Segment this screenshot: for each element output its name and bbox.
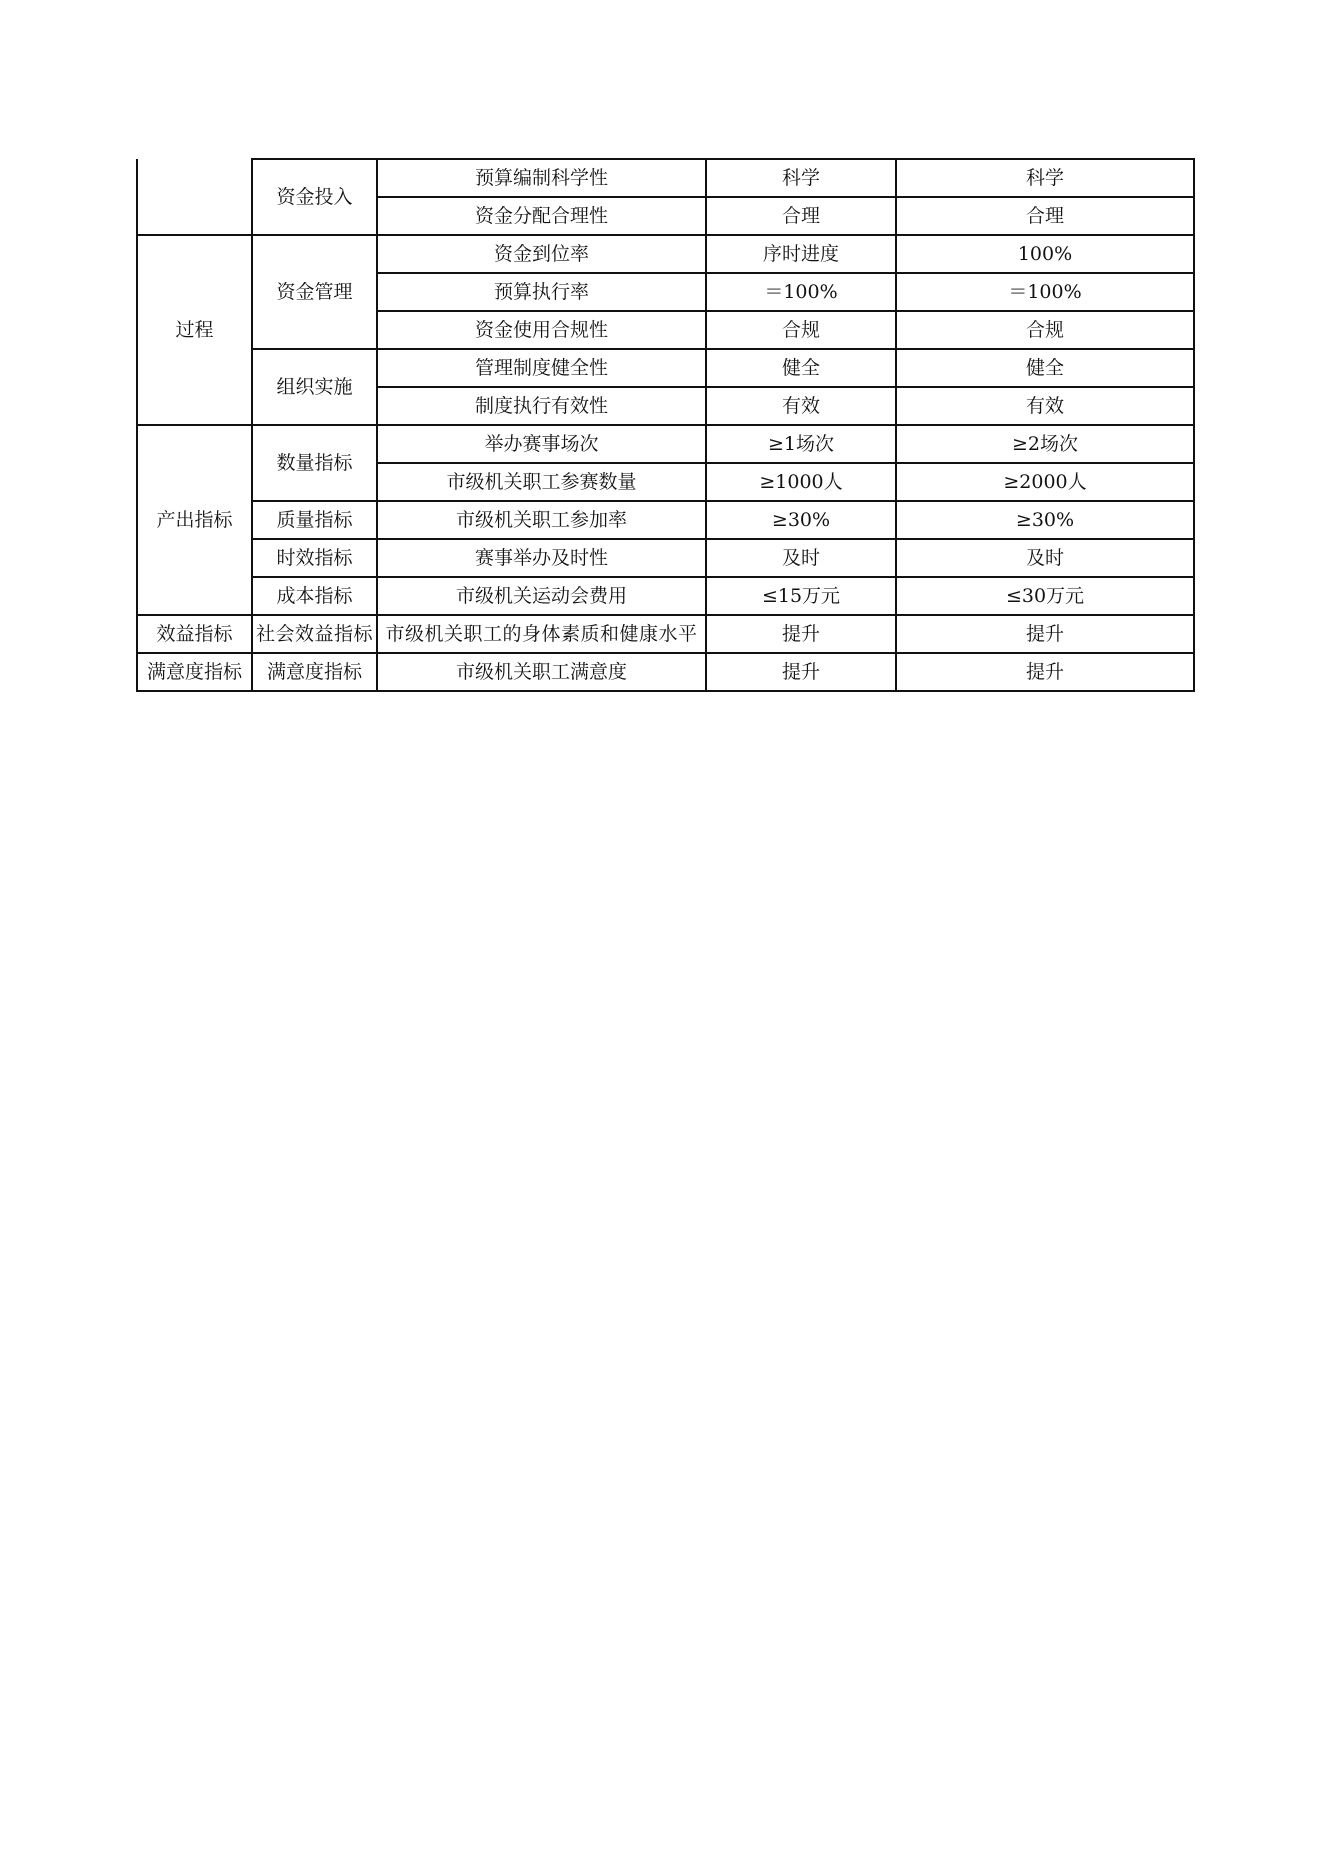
level3-cell: 赛事举办及时性 [377, 539, 706, 577]
actual-value-cell: 科学 [896, 159, 1194, 197]
actual-value-cell: ≥30% [896, 501, 1194, 539]
table-row [137, 159, 1194, 197]
level3-cell: 资金使用合规性 [377, 311, 706, 349]
target-value-cell: ≥1场次 [706, 425, 896, 463]
actual-value-cell: ≤30万元 [896, 577, 1194, 615]
target-value-cell: 健全 [706, 349, 896, 387]
actual-value-cell: 合理 [896, 197, 1194, 235]
level2-cell: 组织实施 [252, 349, 377, 425]
table-row [137, 235, 1194, 273]
level3-cell: 制度执行有效性 [377, 387, 706, 425]
table-row [137, 577, 1194, 615]
target-value-cell: 科学 [706, 159, 896, 197]
level2-cell: 数量指标 [252, 425, 377, 501]
target-value-cell: ≥30% [706, 501, 896, 539]
target-value-cell: 合理 [706, 197, 896, 235]
target-value-cell: 序时进度 [706, 235, 896, 273]
actual-value-cell: 健全 [896, 349, 1194, 387]
level2-cell: 社会效益指标 [252, 615, 377, 653]
level2-cell: 质量指标 [252, 501, 377, 539]
target-value-cell: ≤15万元 [706, 577, 896, 615]
level3-cell: 市级机关职工满意度 [377, 653, 706, 691]
table-row [137, 349, 1194, 387]
level2-cell: 成本指标 [252, 577, 377, 615]
table-row [137, 615, 1194, 653]
target-value-cell: 提升 [706, 653, 896, 691]
level1-cell: 满意度指标 [137, 653, 252, 691]
target-value-cell: ≥1000人 [706, 463, 896, 501]
actual-value-cell: 提升 [896, 615, 1194, 653]
table-row [137, 425, 1194, 463]
actual-value-cell: ≥2000人 [896, 463, 1194, 501]
actual-value-cell: 100% [896, 235, 1194, 273]
table-row [137, 501, 1194, 539]
level3-cell: 市级机关职工参赛数量 [377, 463, 706, 501]
level3-cell: 资金分配合理性 [377, 197, 706, 235]
level3-cell: 资金到位率 [377, 235, 706, 273]
actual-value-cell: ≥2场次 [896, 425, 1194, 463]
level3-cell: 管理制度健全性 [377, 349, 706, 387]
level2-cell: 满意度指标 [252, 653, 377, 691]
level3-cell: 市级机关职工参加率 [377, 501, 706, 539]
actual-value-cell: 合规 [896, 311, 1194, 349]
level1-cell: 效益指标 [137, 615, 252, 653]
level2-cell: 资金投入 [252, 159, 377, 235]
target-value-cell: 提升 [706, 615, 896, 653]
level2-cell: 资金管理 [252, 235, 377, 349]
target-value-cell: 合规 [706, 311, 896, 349]
actual-value-cell: ＝100% [896, 273, 1194, 311]
actual-value-cell: 及时 [896, 539, 1194, 577]
level1-cell: 产出指标 [137, 425, 252, 615]
level1-cell-continued [137, 159, 252, 235]
target-value-cell: 及时 [706, 539, 896, 577]
level3-cell: 市级机关运动会费用 [377, 577, 706, 615]
actual-value-cell: 有效 [896, 387, 1194, 425]
performance-indicator-table [136, 158, 1195, 692]
level2-cell: 时效指标 [252, 539, 377, 577]
level3-cell: 预算执行率 [377, 273, 706, 311]
table-row [137, 539, 1194, 577]
level3-cell: 举办赛事场次 [377, 425, 706, 463]
level1-cell: 过程 [137, 235, 252, 425]
table-row [137, 653, 1194, 691]
level3-cell: 预算编制科学性 [377, 159, 706, 197]
target-value-cell: 有效 [706, 387, 896, 425]
actual-value-cell: 提升 [896, 653, 1194, 691]
target-value-cell: ＝100% [706, 273, 896, 311]
level3-cell: 市级机关职工的身体素质和健康水平 [377, 615, 706, 653]
